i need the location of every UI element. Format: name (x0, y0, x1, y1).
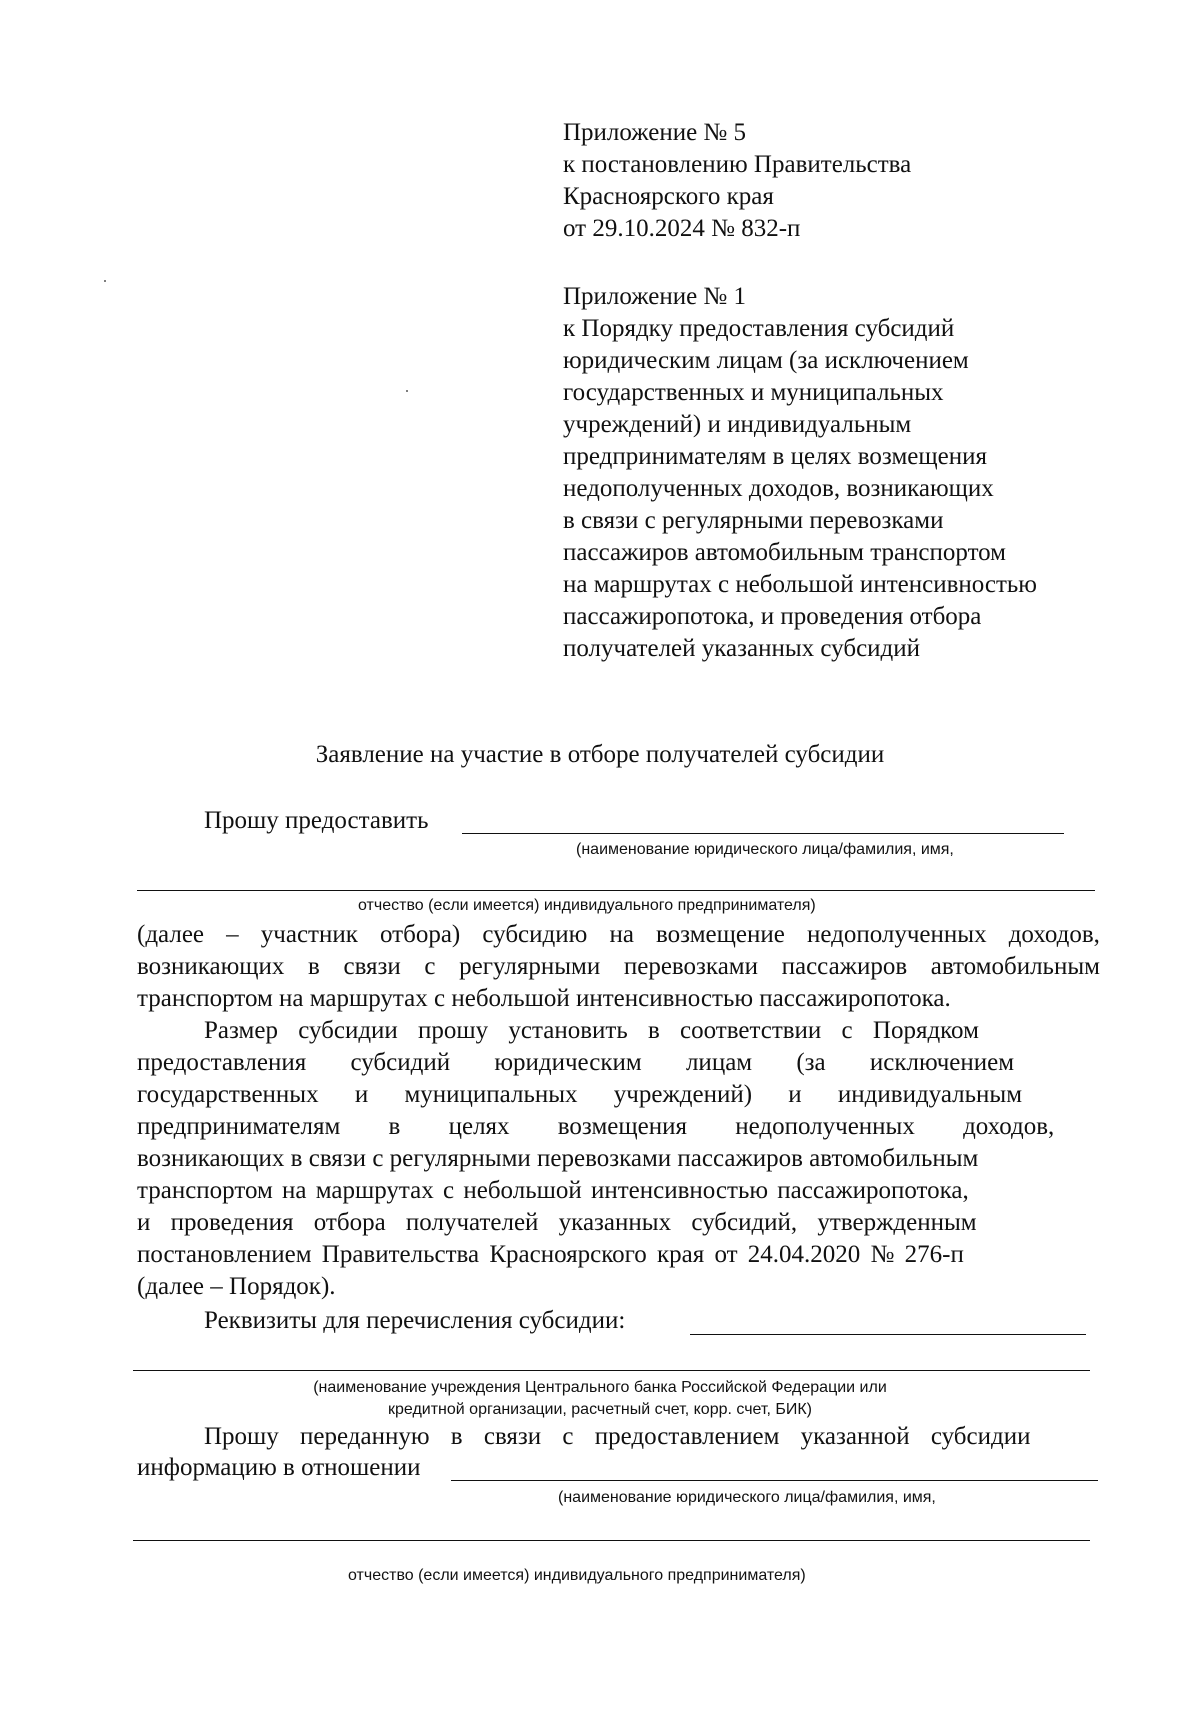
request-name-field[interactable] (462, 833, 1064, 834)
bank-requisites-label: Реквизиты для перечисления субсидии: (204, 1307, 626, 1334)
appendix-line: государственных и муниципальных (563, 379, 944, 406)
paragraph-line: транспортом на маршрутах с небольшой интенсивностью пассажиропотока, (137, 1177, 969, 1204)
request-label: Прошу предоставить (204, 807, 429, 834)
appendix-reference (563, 282, 1037, 666)
appendix-line: юридическим лицам (за исключением (563, 347, 969, 374)
appendix-line: Приложение № 1 (563, 283, 747, 310)
paragraph-line: возникающих в связи с регулярными перевозками пассажиров автомобильным (137, 1145, 979, 1172)
appendix-line: к Порядку предоставления субсидий (563, 315, 955, 342)
appendix-line: учреждений) и индивидуальным (563, 411, 912, 438)
paragraph (137, 1016, 1100, 1304)
header-line: от 29.10.2024 № 832-п (563, 215, 801, 242)
paragraph-line: (далее – Порядок). (137, 1273, 336, 1300)
paragraph-line: Размер субсидии прошу установить в соответствии с Порядком (204, 1017, 979, 1044)
transfer-caption: (наименование юридического лица/фамилия, имя, (558, 1489, 936, 1506)
paragraph-line: предоставления субсидий юридическим лицам (за исключением (137, 1049, 1015, 1076)
transfer-name-field[interactable] (451, 1480, 1098, 1481)
transfer-text: Прошу переданную в связи с предоставлением указанной субсидии (204, 1423, 1031, 1450)
transfer-caption: отчество (если имеется) индивидуального предпринимателя) (348, 1567, 806, 1584)
header-line: к постановлению Правительства (563, 151, 912, 178)
request-caption: отчество (если имеется) индивидуального предпринимателя) (358, 897, 816, 914)
bank-caption: кредитной организации, расчетный счет, корр. счет, БИК) (388, 1401, 812, 1418)
transfer-name-field-cont[interactable] (133, 1540, 1090, 1541)
paragraph-line: и проведения отбора получателей указанных субсидий, утвержденным (137, 1209, 977, 1236)
document-title: Заявление на участие в отборе получателей субсидии (315, 741, 885, 768)
header-line: Приложение № 5 (563, 119, 747, 146)
transfer-label: информацию в отношении (137, 1454, 421, 1481)
scan-speck (104, 280, 106, 282)
bank-requisites-field-cont[interactable] (133, 1370, 1090, 1371)
appendix-line: предпринимателям в целях возмещения (563, 443, 987, 470)
paragraph-line: государственных и муниципальных учреждений) и индивидуальным (137, 1081, 1023, 1108)
header-line: Красноярского края (563, 183, 774, 210)
appendix-line: пассажиров автомобильным транспортом (563, 539, 1007, 566)
appendix-header (563, 118, 911, 246)
request-name-field-cont[interactable] (137, 890, 1095, 891)
paragraph-line: предпринимателям в целях возмещения недополученных доходов, (137, 1113, 1055, 1140)
paragraph (137, 920, 1100, 1016)
appendix-line: недополученных доходов, возникающих (563, 475, 994, 502)
paragraph-line: постановлением Правительства Красноярского края от 24.04.2020 № 276-п (137, 1241, 964, 1268)
appendix-line: в связи с регулярными перевозками (563, 507, 944, 534)
appendix-line: пассажиропотока, и проведения отбора (563, 603, 982, 630)
bank-requisites-field[interactable] (690, 1334, 1086, 1335)
bank-caption: (наименование учреждения Центрального банка Российской Федерации или (313, 1379, 887, 1396)
appendix-line: на маршрутах с небольшой интенсивностью (563, 571, 1037, 598)
paragraph-line: (далее – участник отбора) субсидию на возмещение недополученных доходов, (137, 921, 1100, 948)
appendix-line: получателей указанных субсидий (563, 635, 921, 662)
paragraph-line: транспортом на маршрутах с небольшой интенсивностью пассажиропотока. (137, 985, 951, 1012)
request-caption: (наименование юридического лица/фамилия, имя, (576, 841, 954, 858)
paragraph-line: возникающих в связи с регулярными перевозками пассажиров автомобильным (137, 953, 1100, 980)
scan-speck (406, 390, 408, 392)
